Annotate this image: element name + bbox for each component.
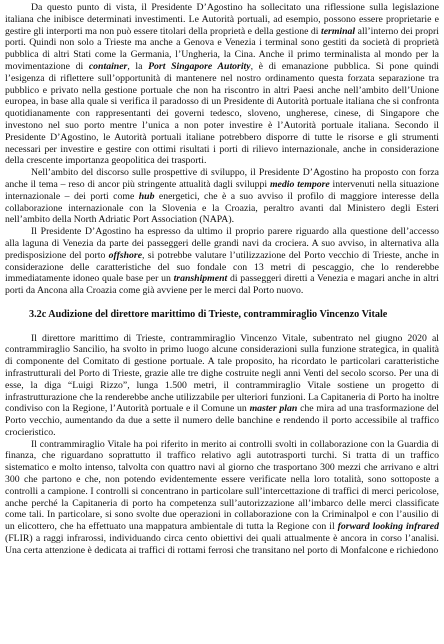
paragraph-controls: Il contrammiraglio Vitale ha poi riferito in merito ai controlli svolti in collaborazione con la Guardia di finanza, che riguardano soprattutto il traffico relativo agli autotrasporti turchi. Si tratta di un traffico sistematico e molto intenso, talvolta con quattro navi al giorno che trasportano 300 mezzi che arrivano e altri 300 che partono e che, non potendo evidentemente essere verificate nella loro totalità, sono sottoposte a controlli a campione. I controlli si concentrano in particolare sull’intercettazione di traffici di merci pericolose, anche perché la Capitaneria di porto ha competenza sull’autorizzazione all’imbarco delle merci classificate come tali. In particolare, si sono svolte due operazioni in collaborazione con la Criminalpol e con l’ausilio di un elicottero, che ha effettuato una mappatura ambientale di tutta la Regione con il forward looking infrared (FLIR) a raggi infrarossi, individuando circa cento obiettivi dei quali attualmente è ancora in corso l’analisi. Una certa attenzione è dedicata ai traffici di rottami ferrosi che transitano nel porto di Monfalcone e richiedono	[5, 438, 439, 556]
paragraph-legislation: Da questo punto di vista, il Presidente D’Agostino ha sollecitato una riflessione sulla legislazione italiana che inibisce determinati investimenti. Le Autorità portuali, ad esempio, possono essere proprietarie e gestire gli interporti ma non può essere titolari della proprietà e della gestione di terminal all’interno dei propri porti. Quindi non solo a Trieste ma anche a Genova e Venezia i terminal sono gestiti da società di proprietà pubblica di altri Stati come la Germania, l’Ungheria, la Cina. Anche il primo terminalista al mondo per la movimentazione di container, la Port Singapore Autority, è di emanazione pubblica. Si pone quindi l’esigenza di riflettere sull’opportunità di mantenere nel nostro ordinamento questa forzata separazione tra pubblico e privato nella gestione portuale che non ha riscontro in altri Paesi anche nell’ambito dell’Unione europea, in base alla quale si verifica il paradosso di un Presidente di Autorità portuale italiana che si confronta quotidianamente con rappresentanti dei governi tedesco, sloveno, ungherese, cinese, di Singapore che investono nel suo porto mentre l’unica a non poter investire è l’Autorità portuale italiana. Secondo il Presidente D’Agostino, le Autorità portuali italiane potrebbero disporre di tutte le risorse e gli strumenti necessari per investire e gestire con ottimi risultati i porti di rilievo internazionale, anche in considerazione della crescente importanza geopolitica dei trasporti.	[5, 2, 439, 167]
section-heading: 3.2c Audizione del direttore marittimo di Trieste, contrammiraglio Vincenzo Vitale	[29, 308, 388, 320]
spacer	[5, 297, 439, 309]
paragraph-maritime-director: Il direttore marittimo di Trieste, contrammiraglio Vincenzo Vitale, subentrato nel giugno 2020 al contrammiraglio Sancilio, ha svolto in primo luogo alcune considerazioni sulla funzione strategica, in qualità di componente del Comitato di gestione portuale. A tale proposito, ha ricordato le particolari caratteristiche infrastrutturali del Porto di Trieste, grazie alle tre dighe costruite negli anni Venti del secolo scorso. Per una di esse, la diga “Luigi Rizzo”, lunga 1.500 metri, il contrammiraglio Vitale sostiene un progetto di infrastrutturazione che la renderebbe anche utilizzabile per ulteriori funzioni. La Capitaneria di Porto ha inoltre condiviso con la Regione, l’Autorità portuale e il Comune un master plan che mira ad una trasformazione del Porto vecchio, aumentando da due a sette il numero delle banchine e rendendo il porto accessibile al traffico crocieristico.	[5, 332, 440, 438]
spacer	[5, 321, 439, 333]
paragraph-energy-hub: Nell’ambito del discorso sulle prospettive di sviluppo, il Presidente D’Agostino ha proposto con forza anche il tema – reso di ancor più stringente attualità dagli sviluppi medio tempore intervenuti nella situazione internazionale – dei porti come hub energetici, che è a suo avviso il profilo di maggiore interesse della collaborazione internazionale con la Slovenia e la Croazia, peraltro avanti dal Ministero degli Esteri nell’ambito della North Adriatic Port Association (NAPA).	[5, 167, 439, 226]
paragraph-venice-lagoon: Il Presidente D’Agostino ha espresso da ultimo il proprio parere riguardo alla questione dell’accesso alla laguna di Venezia da parte dei passeggeri delle grandi navi da crociera. A suo avviso, in alternativa alla predisposizione del porto offshore, si potrebbe valutare l’utilizzazione del Porto vecchio di Trieste, anche in considerazione delle caratteristiche del suo fondale con 13 metri di pescaggio, che lo renderebbe immediatamente idoneo quale base per un transhipment di passeggeri diretti a Venezia e magari anche in altri porti da Ancona alla Croazia come già avviene per le merci dal Porto nuovo.	[5, 226, 439, 297]
